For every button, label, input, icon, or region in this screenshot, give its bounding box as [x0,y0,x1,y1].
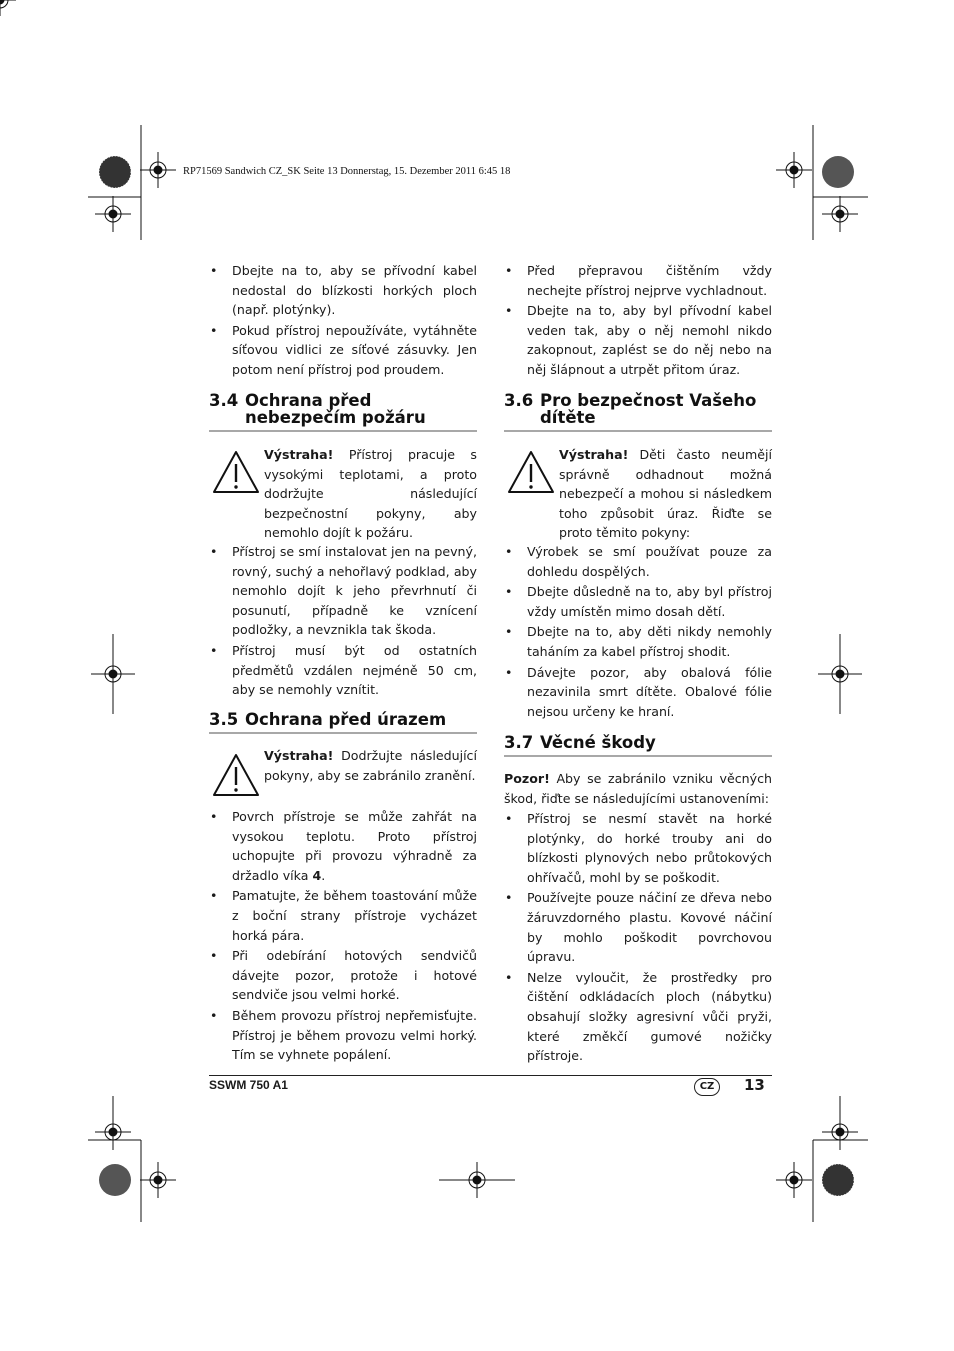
warning-text [264,746,477,785]
right-intro-bullets [504,261,772,381]
section-3-7-heading [504,734,772,757]
warning-text [559,445,772,543]
list-item: • Používejte pouze náčiní ze dřeva nebo žáruvzdorného plastu. Kovové náčiní by mohlo poškodit povrchovou úpravu. [504,888,772,966]
list-item: • Před přepravou čištěním vždy nechejte přístroj nejprve vychladnout. [504,261,772,300]
section-title: Pro bezpečnost Vašeho dítěte [540,391,757,427]
part-number: 4 [312,867,322,883]
warning-label: Výstraha! [264,748,334,763]
section-title: Věcné škody [540,733,656,752]
warning-label: Výstraha! [264,447,334,462]
warning-body: Přístroj pracuje s vysokými teplotami, a proto dodržujte následující bezpečnostní pokyny, aby nemohlo dojít k požáru. [264,447,477,541]
country-badge: CZ [694,1078,720,1096]
section-number: 3.4 [209,391,239,410]
warning-label: Výstraha! [559,447,629,462]
list-item: • Pokud přístroj nepoužíváte, vytáhněte síťovou vidlici ze síťové zásuvky. Jen potom není přístroj pod proudem. [209,321,477,380]
list-item: • Nelze vyloučit, že prostředky pro čištění odkládacích ploch (nábytku) obsahují složky agresivní vůči pryži, které změkčí gumové nožičky přístroje. [504,968,772,1066]
list-item: • Pamatujte, že během toastování může z boční strany přístroje vycházet horká pára. [209,886,477,945]
section-number: 3.6 [504,391,534,410]
bullet-text: Povrch přístroje se může zahřát na vysokou teplotu. Proto přístroj uchopujte při provozu výhradně za držadlo víka [232,809,477,883]
property-damage-intro [504,769,772,808]
list-item: • Dbejte na to, aby se přívodní kabel nedostal do blízkosti horkých ploch (např. plotýnky). [209,261,477,320]
warning-triangle-icon [506,449,556,495]
caution-label: Pozor! [504,771,550,786]
warning-text [264,445,477,543]
child-warning-block [504,445,772,543]
section-3-4-heading [209,392,477,432]
list-item: • Dbejte důsledně na to, aby byl přístroj vždy umístěn mimo dosah dětí. [504,582,772,621]
list-item: • Dbejte na to, aby děti nikdy nemohly taháním za kabel přístroj shodit. [504,622,772,661]
property-damage-bullets [504,809,772,1067]
list-item: • Během provozu přístroj nepřemisťujte. Přístroj je během provozu velmi horký. Tím se vyhnete popálení. [209,1006,477,1065]
left-intro-bullets [209,261,477,381]
section-3-5-heading [209,711,477,734]
fire-bullets [209,542,477,701]
injury-warning-block [209,746,477,785]
list-item [209,807,477,885]
fire-warning-block [209,445,477,543]
section-number: 3.5 [209,710,239,729]
list-item: • Výrobek se smí používat pouze za dohledu dospělých. [504,542,772,581]
page-number: 13 [744,1076,765,1094]
list-item: • Dbejte na to, aby byl přívodní kabel veden tak, aby o něj nemohl nikdo zakopnout, zaplést se do něj nebo na něj šlápnout a utrpět přitom úraz. [504,301,772,379]
list-item: • Přístroj musí být od ostatních předmětů vzdálen nejméně 50 cm, aby se nemohly vznítit. [209,641,477,700]
injury-bullets [209,807,477,1066]
footer-rule [209,1075,772,1076]
warning-body: Dodržujte následující pokyny, aby se zabránilo zranění. [264,748,477,783]
list-item: • Při odebírání hotových sendvičů dávejte pozor, protože i hotové sendviče jsou velmi horké. [209,946,477,1005]
print-header: RP71569 Sandwich CZ_SK Seite 13 Donnerstag, 15. Dezember 2011 6:45 18 [183,166,511,177]
list-item: • Přístroj se nesmí stavět na horké plotýnky, do horké trouby ani do blízkosti plynových nebo průtokových ohřívačů, mohl by se poškodit. [504,809,772,887]
section-title: Ochrana před nebezpečím požáru [245,391,426,427]
child-bullets [504,542,772,722]
warning-triangle-icon [211,752,261,798]
section-3-6-heading [504,392,772,432]
warning-body: Děti často neumějí správně odhadnout možná nebezpečí a mohou si následkem toho způsobit úraz. Řiďte se proto těmito pokyny: [559,447,772,541]
warning-triangle-icon [211,449,261,495]
list-item: • Dávejte pozor, aby obalová fólie nezavinila smrt dítěte. Obalové fólie nejsou určeny ke hraní. [504,663,772,722]
section-number: 3.7 [504,733,534,752]
section-title: Ochrana před úrazem [245,710,447,729]
bullet-end: . [321,867,326,883]
caution-text: Aby se zabránilo vzniku věcných škod, řiďte se následujícími ustanoveními: [504,771,772,806]
list-item: • Přístroj se smí instalovat jen na pevný, rovný, suchý a nehořlavý podklad, aby nemohlo dojít k jeho převrhnutí či posunutí, případně ke vznícení podložky, a nevznikla tak škoda. [209,542,477,640]
model-number: SSWM 750 A1 [209,1078,288,1092]
